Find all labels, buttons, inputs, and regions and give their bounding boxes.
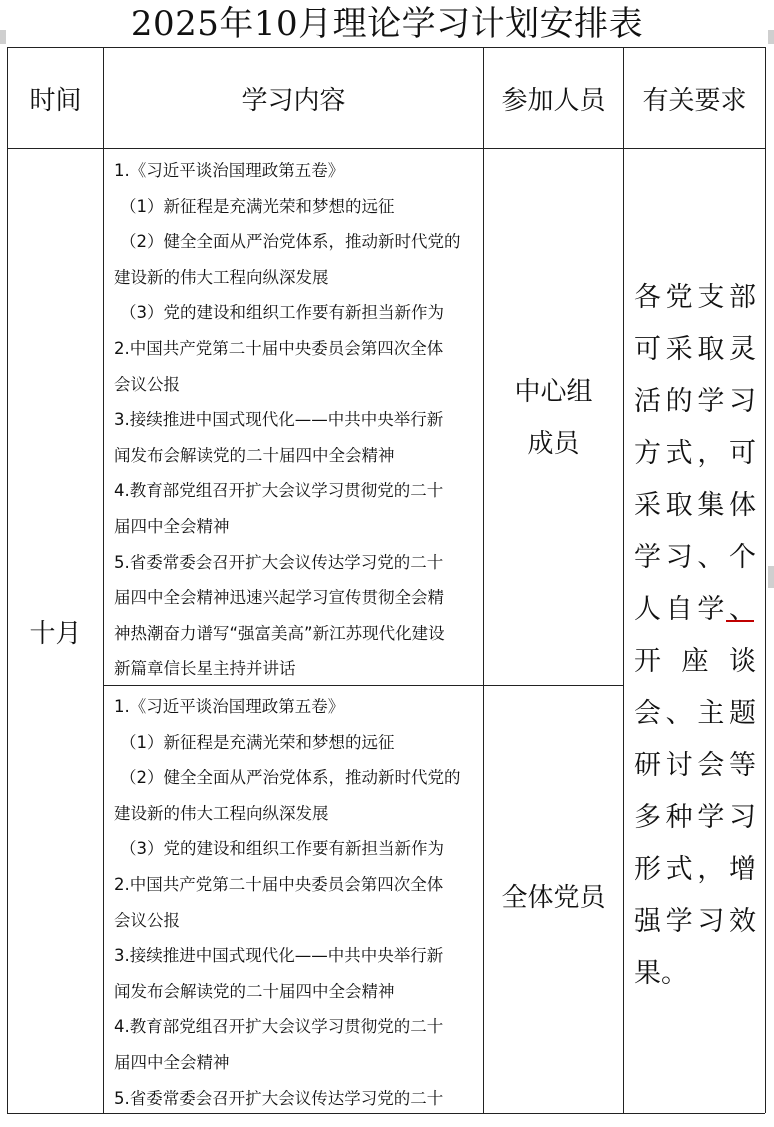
participants-line: 成员 <box>527 429 580 459</box>
content-line: 届四中全会精神 <box>114 1052 230 1072</box>
requirements-line: 可采取灵 <box>634 334 756 365</box>
content-line: 会议公报 <box>114 374 180 394</box>
requirements-line: 形式，增 <box>634 854 756 885</box>
content-line: 5.省委常委会召开扩大会议传达学习党的二十 <box>114 552 444 572</box>
content-line: 新篇章信长星主持并讲话 <box>114 659 296 679</box>
margin-marker <box>0 30 6 44</box>
content-line: （2）健全全面从严治党体系，推动新时代党的 <box>120 768 461 788</box>
content-line: 2.中国共产党第二十届中央委员会第四次全体 <box>114 338 444 358</box>
requirements-line: 开 座 谈 <box>634 646 756 677</box>
content-line: （3）党的建设和组织工作要有新担当新作为 <box>120 839 444 859</box>
margin-marker <box>768 30 774 44</box>
requirements-text <box>634 272 756 1000</box>
content-line: 5.省委常委会召开扩大会议传达学习党的二十 <box>114 1088 444 1108</box>
header-time: 时间 <box>29 85 82 116</box>
section1-content <box>114 153 476 687</box>
content-line: 1.《习近平谈治国理政第五卷》 <box>114 697 345 716</box>
requirements-line: 会、主题 <box>634 698 756 729</box>
content-line: （2）健全全面从严治党体系，推动新时代党的 <box>120 232 461 252</box>
content-line: 4.教育部党组召开扩大会议学习贯彻党的二十 <box>114 1017 444 1037</box>
content-line: 建设新的伟大工程向纵深发展 <box>114 267 329 287</box>
spellcheck-underline <box>726 620 754 622</box>
participants-line: 中心组 <box>514 377 593 407</box>
requirements-line: 研讨会等 <box>634 750 756 781</box>
content-line: 2.中国共产党第二十届中央委员会第四次全体 <box>114 874 444 894</box>
requirements-line: 采取集体 <box>634 490 756 521</box>
content-line: 届四中全会精神 <box>114 516 230 536</box>
participants-line: 全体党员 <box>501 883 606 913</box>
content-line: 神热潮奋力谱写“强富美高”新江苏现代化建设 <box>114 623 445 643</box>
content-line: 会议公报 <box>114 910 180 930</box>
content-line: 4.教育部党组召开扩大会议学习贯彻党的二十 <box>114 481 444 501</box>
section2-participants <box>484 872 623 924</box>
requirements-line: 强学习效 <box>634 906 756 937</box>
content-line: 3.接续推进中国式现代化——中共中央举行新 <box>114 946 444 966</box>
margin-marker <box>768 566 774 588</box>
requirements-line: 学习、个 <box>634 542 756 573</box>
requirements-line: 人自学、 <box>634 594 756 625</box>
content-line: 闻发布会解读党的二十届四中全会精神 <box>114 445 395 465</box>
content-line: 届四中全会精神迅速兴起学习宣传贯彻全会精 <box>114 588 444 608</box>
header-content: 学习内容 <box>241 85 346 116</box>
header-requirements: 有关要求 <box>642 85 747 116</box>
content-line: 建设新的伟大工程向纵深发展 <box>114 803 329 823</box>
content-line: （1）新征程是充满光荣和梦想的远征 <box>120 732 395 752</box>
content-line: 闻发布会解读党的二十届四中全会精神 <box>114 981 395 1001</box>
requirements-line: 多种学习 <box>634 802 756 833</box>
page-title: 2025年10月理论学习计划安排表 <box>130 4 644 44</box>
month-cell: 十月 <box>29 618 82 649</box>
content-line: （3）党的建设和组织工作要有新担当新作为 <box>120 303 444 323</box>
requirements-line: 方式，可 <box>634 438 756 469</box>
content-line: 3.接续推进中国式现代化——中共中央举行新 <box>114 410 444 430</box>
requirements-line: 各党支部 <box>634 282 756 313</box>
requirements-line: 果。 <box>634 958 688 989</box>
content-line: 1.《习近平谈治国理政第五卷》 <box>114 161 345 180</box>
header-participants: 参加人员 <box>501 85 606 116</box>
requirements-line: 活的学习 <box>634 386 756 417</box>
section2-content <box>114 689 476 1113</box>
content-line: （1）新征程是充满光荣和梦想的远征 <box>120 196 395 216</box>
section1-participants <box>484 366 623 470</box>
